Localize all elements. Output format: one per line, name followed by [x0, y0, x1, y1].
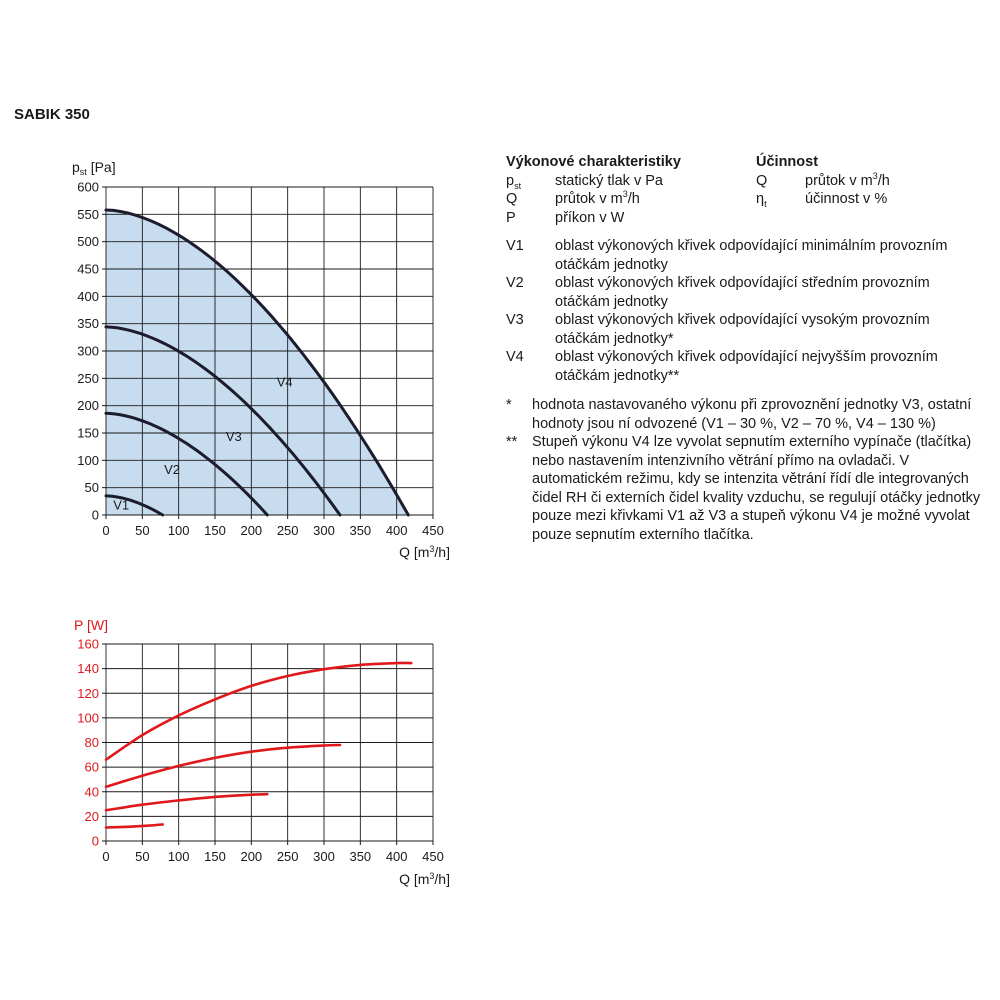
x-tick-label: 0 [102, 849, 110, 864]
symbol-p-desc: příkon v W [555, 209, 625, 226]
x-tick-label: 50 [135, 849, 150, 864]
power-curve-v3 [106, 745, 340, 787]
curve-legend-v3: V3 oblast výkonových křivek odpovídající vysokým provozním otáčkám jednotky* [506, 312, 930, 347]
x-tick-label: 300 [313, 523, 335, 538]
x-tick-label: 250 [276, 523, 299, 538]
x-tick-label: 50 [135, 523, 150, 538]
footnote-1: * hodnota nastavovaného výkonu při zprovoznění jednotky V3, ostatní hodnoty jsou ní odvozené (V1 – 30 %, V2 – 70 %, V4 – 130 %) [506, 397, 972, 432]
x-tick-label: 100 [167, 523, 190, 538]
x-tick-label: 400 [385, 523, 408, 538]
curve-legend-v4: V4 oblast výkonových křivek odpovídající nejvyšším provozním otáčkám jednotky** [506, 349, 938, 384]
symbol-q-eff: Q [756, 172, 768, 189]
y-tick-label: 50 [84, 480, 99, 496]
curve-label-v3: V3 [225, 429, 242, 445]
x-axis-label: Q $[m^3/h]$ [399, 544, 450, 560]
page-title: SABIK 350 [14, 106, 90, 123]
y-tick-label: 400 [77, 288, 99, 304]
y-tick-label: 160 [77, 636, 99, 652]
y-tick-label: 0 [91, 507, 99, 523]
y-tick-label: 100 [77, 452, 99, 468]
efficiency-header: Účinnost [756, 154, 819, 170]
y-tick-label: 250 [77, 370, 99, 386]
y-axis-label: $p_{st}$ [Pa] [72, 159, 116, 177]
x-tick-label: 300 [313, 849, 335, 864]
symbol-eta: $\eta_t$ [756, 191, 767, 209]
legend-symbol-row [506, 172, 986, 191]
symbol-pst-desc: statický tlak v Pa [555, 172, 663, 189]
symbol-p: P [506, 209, 516, 226]
x-tick-label: 150 [204, 849, 226, 864]
x-tick-label: 0 [102, 523, 110, 538]
curve-label-v1: V1 [113, 497, 130, 513]
curve-legend-v1: V1 oblast výkonových křivek odpovídající minimálním provozním otáčkám jednotky [506, 238, 948, 273]
curve-legend-v2: V2 oblast výkonových křivek odpovídající středním provozním otáčkám jednotky [506, 275, 930, 310]
x-tick-label: 350 [349, 523, 372, 538]
y-tick-label: 150 [77, 425, 99, 441]
y-tick-label: 140 [77, 661, 99, 677]
legend-symbol-row [506, 190, 986, 209]
curve-label-v4: V4 [276, 374, 293, 390]
symbol-q-desc: průtok v $m^3/h$ [555, 189, 640, 207]
y-axis-label: P [W] [74, 617, 108, 633]
x-tick-label: 150 [204, 523, 226, 538]
y-tick-label: 100 [77, 710, 99, 726]
y-tick-label: 500 [77, 234, 99, 250]
power-curve-v2 [106, 794, 267, 810]
y-tick-label: 60 [84, 759, 99, 775]
legend-panel [506, 153, 986, 544]
power-curve-v1 [106, 824, 163, 827]
y-tick-label: 200 [77, 398, 99, 414]
x-tick-label: 200 [240, 849, 263, 864]
y-tick-label: 450 [77, 261, 99, 277]
y-tick-label: 120 [77, 685, 99, 701]
symbol-q-eff-desc: průtok v $m^3/h$ [805, 170, 890, 189]
x-tick-label: 100 [167, 849, 190, 864]
legend-header-row [506, 153, 986, 172]
legend-symbol-row [506, 209, 986, 228]
x-tick-label: 450 [422, 849, 444, 864]
x-axis-label: Q $[m^3/h]$ [399, 871, 450, 887]
symbol-q: Q [506, 191, 518, 207]
y-tick-label: 300 [77, 343, 99, 359]
y-tick-label: 20 [84, 808, 99, 824]
y-tick-label: 350 [77, 316, 99, 332]
y-tick-label: 80 [84, 735, 99, 750]
x-tick-label: 400 [385, 849, 408, 864]
y-tick-label: 600 [77, 179, 99, 195]
y-tick-label: 40 [84, 784, 99, 800]
y-tick-label: 0 [91, 833, 99, 849]
footnote-2: ** Stupeň výkonu V4 lze vyvolat sepnutím externího vypínače (tlačítka) nebo nastavením intenzivního větrání přímo na ovladači. V automatickém režimu, kdy se intenzita větrání řídí dle integrovaných čidel RH či externích čidel kvality vzduchu, se regulují otáčky jednotky pouze mezi křivkami V1 až V3 a stupeň výkonu V4 je možné vyvolat pouze sepnutím externího tlačítka. [506, 434, 981, 543]
symbol-pst: $p_{st}$ [506, 172, 522, 191]
x-tick-label: 450 [422, 523, 444, 538]
performance-header: Výkonové charakteristiky [506, 154, 681, 170]
x-tick-label: 350 [349, 849, 372, 864]
x-tick-label: 200 [240, 523, 263, 538]
power-curve-v4 [106, 663, 411, 760]
curve-label-v2: V2 [164, 462, 181, 477]
symbol-eta-desc: účinnost v % [805, 191, 888, 207]
y-tick-label: 550 [77, 206, 99, 222]
x-tick-label: 250 [276, 849, 299, 864]
